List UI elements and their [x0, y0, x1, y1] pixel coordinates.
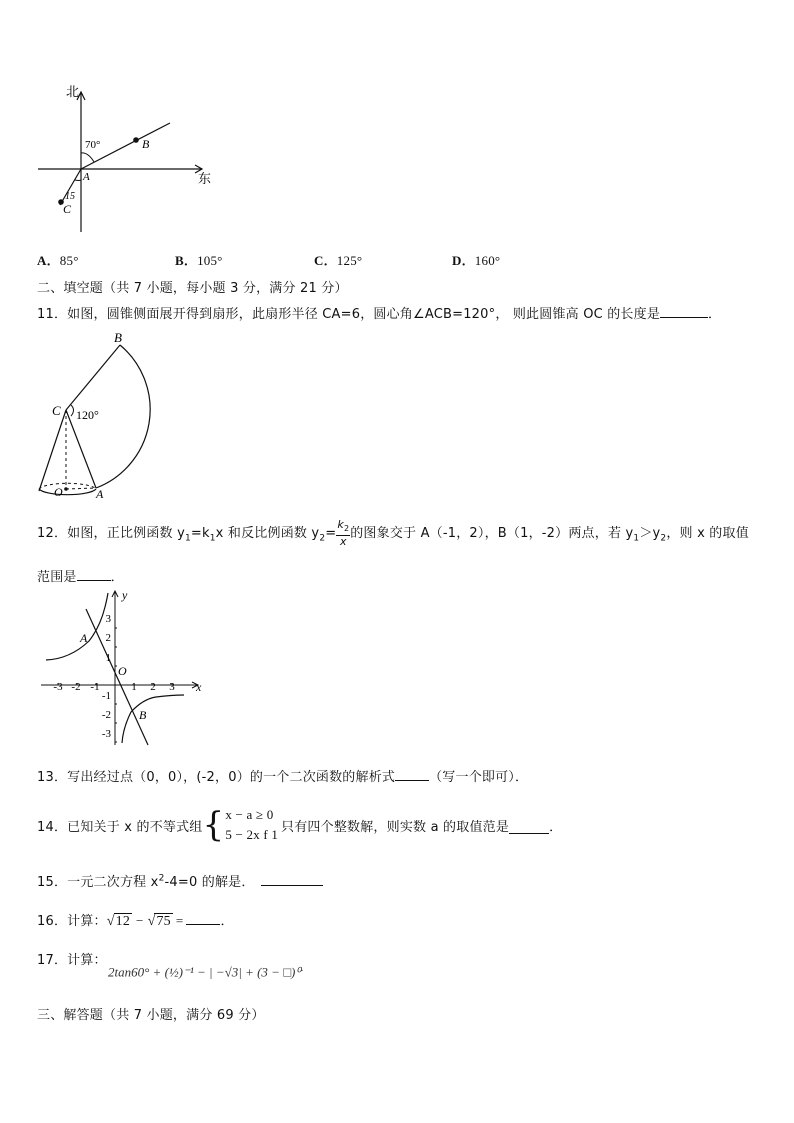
point-c-label: C [52, 403, 61, 418]
q12-text: ＞y [639, 526, 661, 542]
north-label: 北 [66, 84, 80, 99]
y-tick-label: 1 [105, 652, 111, 664]
option-a [37, 250, 79, 269]
q13-end: （写一个即可）． [429, 770, 529, 785]
x-tick-label: 2 [150, 681, 156, 693]
x-tick-label: -2 [71, 681, 81, 693]
angle-70-label: 70° [85, 139, 101, 151]
inequality-2: 5 − 2x f 1 [225, 827, 279, 842]
question-11 [37, 303, 721, 322]
x-tick-label: 3 [169, 681, 175, 693]
question-12-line2 [37, 566, 124, 585]
question-11-end: ． [708, 307, 722, 322]
fraction-denominator: x [339, 535, 347, 549]
frac-k-sub: 2 [343, 524, 350, 534]
q14-text: 只有四个整数解，则实数 a 的取值范是 [281, 819, 510, 835]
frac-k: k [337, 518, 344, 531]
point-a-label: A [80, 631, 88, 645]
option-c [314, 250, 362, 269]
angle-120-label: 120° [76, 408, 99, 422]
brace-symbol: { [202, 805, 225, 845]
point-c-label: C [63, 202, 72, 216]
section-heading-solutions: 三、解答题（共 7 小题，满分 69 分） [37, 1008, 265, 1023]
y-tick-label: 2 [105, 632, 111, 644]
radicand: 12 [115, 914, 131, 929]
question-14 [37, 803, 562, 847]
x-tick-label: -3 [53, 681, 63, 693]
fraction-k2-over-x [336, 519, 350, 548]
y-tick-label: -3 [101, 728, 111, 740]
option-value: 105° [197, 253, 223, 268]
q12-text: 范围是 [37, 570, 77, 585]
question-15 [37, 871, 323, 890]
east-label: 东 [198, 171, 212, 186]
q12-sub: 1 [209, 533, 216, 544]
sqrt-75: √75 [147, 914, 171, 929]
option-b [175, 250, 223, 269]
q16-end: ． [220, 914, 234, 929]
q13-text: 13．写出经过点（0，0），(-2，0）的一个二次函数的解析式 [37, 770, 396, 785]
y-tick-label: -2 [101, 709, 111, 721]
expression-dot: . [300, 962, 304, 974]
answer-blank [509, 823, 549, 834]
inequality-system [225, 805, 278, 845]
point-o-label: O [54, 485, 63, 499]
x-axis-label: x [196, 680, 202, 694]
question-17-expression [108, 962, 303, 980]
y-axis-label: y [122, 588, 128, 602]
question-17-label: 17．计算： [37, 953, 107, 968]
question-12 [37, 519, 749, 553]
option-value: 160° [474, 253, 501, 268]
point-a-label: A [83, 171, 90, 183]
angle-15-label: 15 [65, 191, 75, 202]
q14-text: 14．已知关于 x 的不等式组 [37, 819, 203, 835]
q14-end: ． [549, 819, 563, 835]
option-letter: D． [452, 253, 475, 268]
question-16 [37, 910, 234, 930]
point-b-label: B [139, 708, 147, 722]
option-d [452, 250, 500, 269]
q16-text: 16．计算： [37, 914, 107, 929]
option-letter: C． [314, 253, 337, 268]
q12-text: =k [190, 526, 210, 542]
radicand: 75 [156, 914, 171, 929]
x-tick-label: -1 [90, 681, 100, 693]
q15-sup: 2 [158, 873, 165, 884]
x-tick-label: 1 [131, 681, 137, 693]
y-tick-label: 3 [105, 613, 111, 625]
q12-sub: 2 [319, 533, 326, 544]
answer-blank [395, 770, 429, 781]
section-heading-fill-in: 二、填空题（共 7 小题，每小题 3 分，满分 21 分） [37, 281, 348, 296]
sqrt-12: √12 [106, 914, 131, 929]
answer-blank [77, 570, 111, 581]
cone-sector-figure [30, 328, 170, 503]
compass-figure [30, 80, 220, 240]
point-b-label: B [114, 330, 122, 345]
option-letter: B． [175, 253, 198, 268]
option-value: 125° [336, 253, 363, 268]
q12-sub: 1 [633, 533, 640, 544]
q12-sub: 1 [184, 533, 191, 544]
question-13 [37, 766, 528, 785]
q15-text: -4=0 的解是． [164, 875, 255, 890]
point-b-label: B [142, 137, 150, 151]
origin-label: O [118, 664, 127, 678]
q12-text: = [325, 526, 337, 542]
q12-text: x 和反比例函数 y [215, 526, 320, 542]
fraction-numerator [336, 519, 350, 536]
inequality-1: x − a ≥ 0 [225, 807, 274, 822]
q12-text: 的图象交于 A（-1，2），B（1，-2）两点，若 y [350, 526, 634, 542]
equals-sign: = [175, 913, 184, 928]
minus-sign: − [136, 913, 144, 928]
q12-text: 12．如图，正比例函数 y [37, 526, 185, 542]
function-graph [38, 587, 208, 747]
expression-text: 2tan60° + (½)⁻¹ − | −√3| + (3 − □)⁰ [108, 964, 301, 980]
q15-text: 15．一元二次方程 x [37, 875, 159, 890]
answer-blank [660, 307, 708, 318]
y-tick-label: -1 [101, 690, 111, 702]
q12-text: ，则 x 的取值 [666, 526, 749, 542]
question-11-text: 11．如图，圆锥侧面展开得到扇形，此扇形半径 CA=6，圆心角∠ACB=120°， 则此圆锥高 OC 的长度是 [37, 307, 661, 322]
option-value: 85° [59, 253, 79, 268]
answer-blank [261, 875, 323, 886]
option-letter: A． [37, 253, 60, 268]
q12-sub: 2 [660, 533, 667, 544]
q12-end: ． [110, 570, 124, 585]
point-a-label: A [96, 487, 104, 501]
answer-blank [186, 914, 220, 925]
